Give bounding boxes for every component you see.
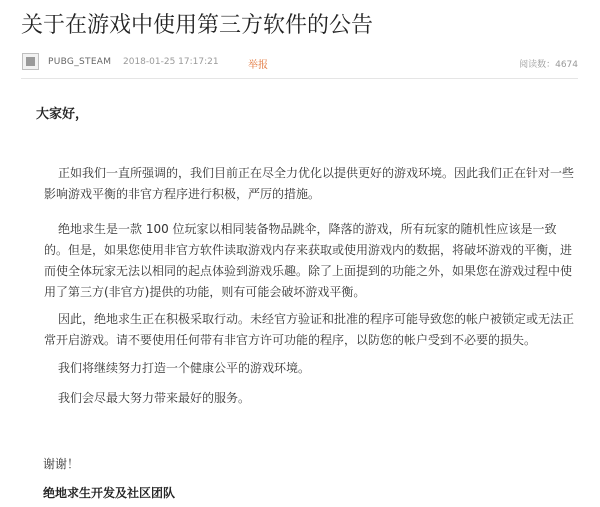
signature: 绝地求生开发及社区团队 bbox=[43, 486, 176, 500]
view-count: 阅读数：4674 bbox=[519, 60, 578, 70]
header-divider bbox=[21, 78, 578, 79]
post-date: 2018-01-25 17:17:21 bbox=[123, 57, 219, 67]
paragraph: 绝地求生是一款 100 位玩家以相同装备物品跳伞，降落的游戏，所有玩家的随机性应该是一致的。但是，如果您使用非官方软件读取游戏内存来获取或使用游戏内的数据，将破坏游戏的平衡，进而使全体玩家无法以相同的起点体验到游戏乐趣。除了上面提到的功能之外，如果您在游戏过程中使用了第三方(非官方)提供的功能，则有可能会破坏游戏平衡。 bbox=[44, 222, 573, 299]
author-name[interactable]: PUBG_STEAM bbox=[48, 57, 112, 67]
article-meta bbox=[22, 52, 578, 72]
paragraph: 我们将继续努力打造一个健康公平的游戏环境。 bbox=[58, 361, 311, 375]
thanks-text: 谢谢！ bbox=[43, 457, 80, 471]
article-title: 关于在游戏中使用第三方软件的公告 bbox=[21, 13, 374, 38]
paragraph: 因此，绝地求生正在积极采取行动。未经官方验证和批准的程序可能导致您的帐户被锁定或无法正常开启游戏。请不要使用任何带有非官方许可功能的程序，以防您的帐户受到不必要的损失。 bbox=[44, 312, 575, 347]
greeting: 大家好， bbox=[36, 107, 89, 122]
paragraph: 我们会尽最大努力带来最好的服务。 bbox=[58, 391, 251, 405]
author-avatar-icon[interactable] bbox=[22, 53, 39, 70]
paragraph: 正如我们一直所强调的，我们目前正在尽全力优化以提供更好的游戏环境。因此我们正在针对一些影响游戏平衡的非官方程序进行积极，严厉的措施。 bbox=[44, 166, 575, 201]
report-link[interactable]: 举报 bbox=[248, 60, 268, 71]
